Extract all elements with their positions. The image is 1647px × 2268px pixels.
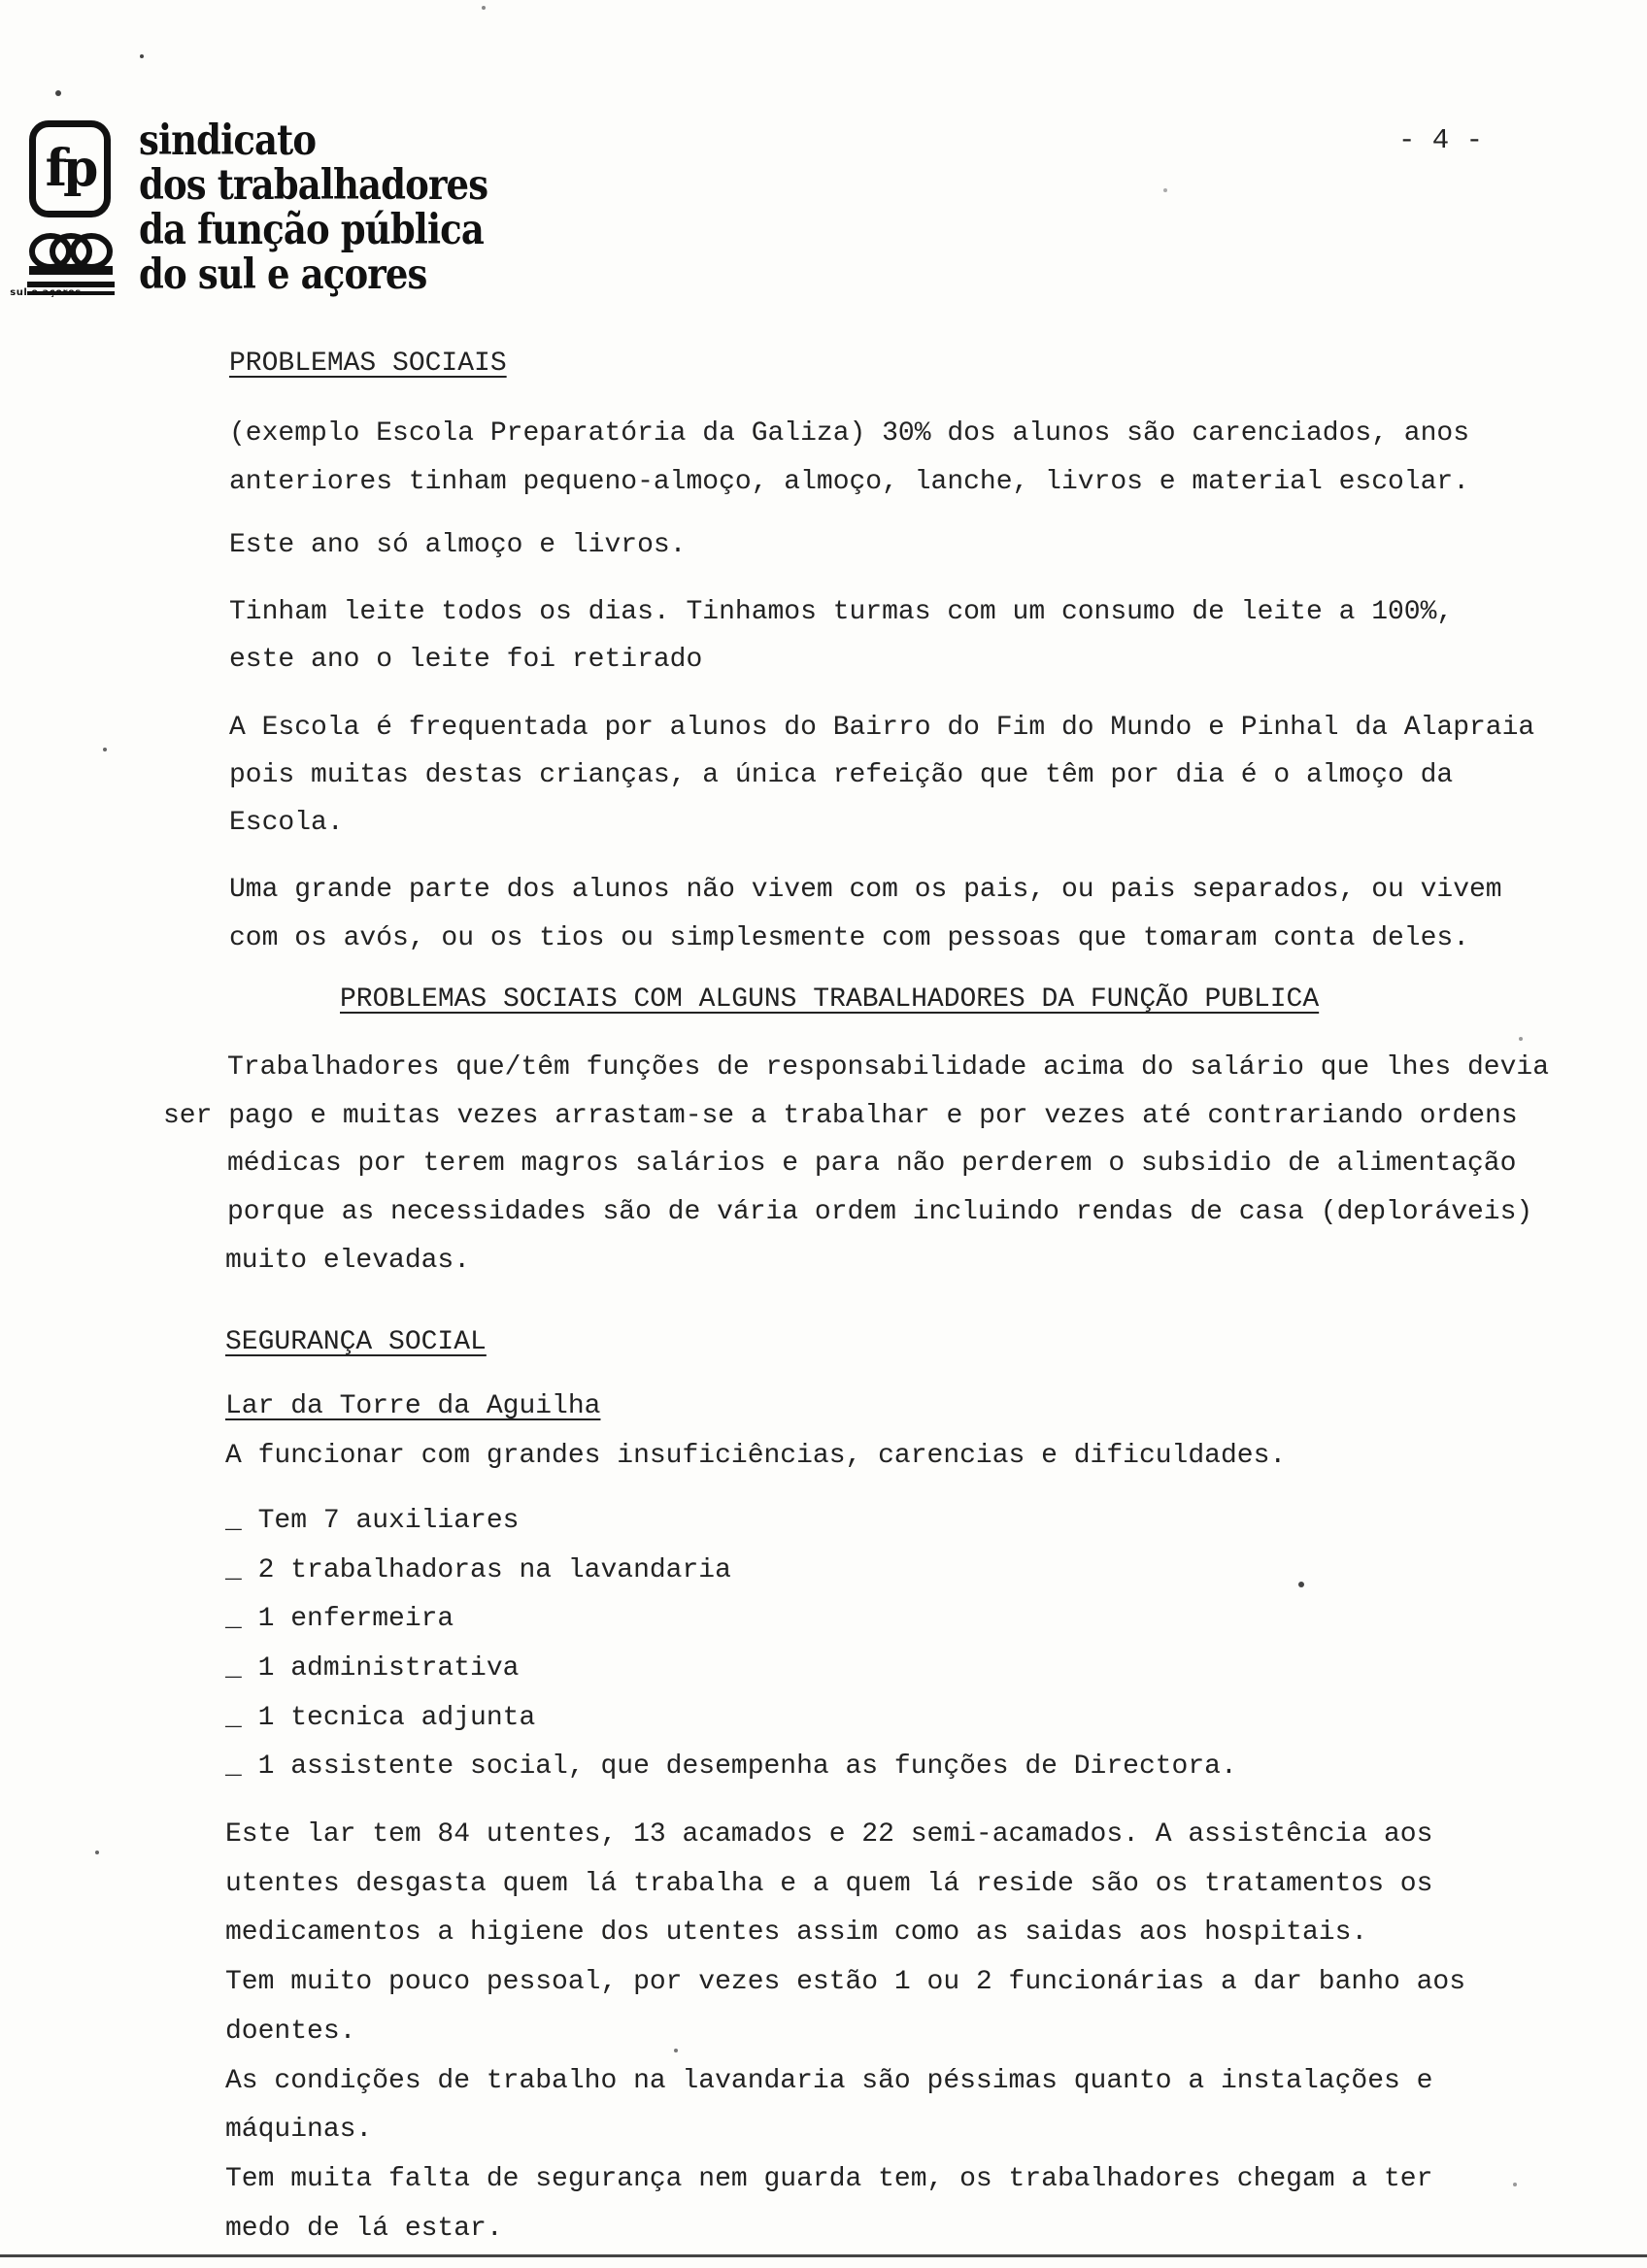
paragraph-line: (exemplo Escola Preparatória da Galiza) 30% dos alunos são carenciados, anos: [229, 418, 1470, 449]
paragraph-line: porque as necessidades são de vária ordem incluindo rendas de casa (deploráveis): [227, 1197, 1533, 1227]
paragraph-line: Tem muito pouco pessoal, por vezes estão 1 ou 2 funcionárias a dar banho aos: [225, 1967, 1466, 1997]
list-item: _ 1 assistente social, que desempenha as funções de Directora.: [225, 1751, 1237, 1782]
paragraph-line: anteriores tinham pequeno-almoço, almoço, lanche, livros e material escolar.: [229, 467, 1470, 497]
union-logo: [27, 118, 117, 303]
org-name-line-3: da função pública: [139, 206, 484, 254]
paragraph-line: A funcionar com grandes insuficiências, carencias e dificuldades.: [225, 1441, 1287, 1471]
org-name-line-2: dos trabalhadores: [139, 161, 488, 210]
paragraph-line: este ano o leite foi retirado: [229, 645, 703, 675]
page-number: - 4 -: [1398, 124, 1484, 156]
list-item: _ 1 administrativa: [225, 1653, 520, 1684]
logo-subtext: sul e açores: [10, 287, 82, 298]
paragraph-line: Escola.: [229, 808, 344, 838]
paragraph-line: Uma grande parte dos alunos não vivem com os pais, ou pais separados, ou vivem: [229, 875, 1502, 905]
paragraph-line: Tinham leite todos os dias. Tinhamos turmas com um consumo de leite a 100%,: [229, 597, 1454, 627]
paragraph-line: medo de lá estar.: [225, 2214, 503, 2244]
org-name-line-4: do sul e açores: [139, 250, 427, 299]
paragraph-line: Tem muita falta de segurança nem guarda tem, os trabalhadores chegam a ter: [225, 2164, 1433, 2194]
paragraph-line: Este ano só almoço e livros.: [229, 530, 687, 560]
list-item: _ 1 tecnica adjunta: [225, 1703, 536, 1733]
paragraph-line: medicamentos a higiene dos utentes assim como as saidas aos hospitais.: [225, 1918, 1368, 1948]
list-item: _ Tem 7 auxiliares: [225, 1506, 520, 1536]
subheading-lar: Lar da Torre da Aguilha: [225, 1391, 601, 1421]
section-heading-trabalhadores: PROBLEMAS SOCIAIS COM ALGUNS TRABALHADORES DA FUNÇÃO PUBLICA: [340, 984, 1320, 1015]
section-heading-seguranca-social: SEGURANÇA SOCIAL: [225, 1327, 487, 1357]
paragraph-line: A Escola é frequentada por alunos do Bairro do Fim do Mundo e Pinhal da Alapraia: [229, 713, 1535, 743]
logo-letters: fp: [45, 139, 95, 198]
paragraph-line: Trabalhadores que/têm funções de responsabilidade acima do salário que lhes devia: [227, 1052, 1550, 1083]
paragraph-line: médicas por terem magros salários e para não perderem o subsidio de alimentação: [227, 1149, 1517, 1179]
paragraph-line: doentes.: [225, 2017, 356, 2047]
paragraph-line: com os avós, ou os tios ou simplesmente com pessoas que tomaram conta deles.: [229, 923, 1470, 953]
section-heading-problemas-sociais: PROBLEMAS SOCIAIS: [229, 349, 507, 379]
logo-rings-icon: [27, 227, 115, 276]
paragraph-line: utentes desgasta quem lá trabalha e a quem lá reside são os tratamentos os: [225, 1869, 1433, 1899]
logo-badge: [29, 120, 111, 217]
paragraph-line: ser pago e muitas vezes arrastam-se a trabalhar e por vezes até contrariando ordens: [163, 1101, 1518, 1131]
organization-name: [139, 118, 487, 297]
list-item: _ 2 trabalhadoras na lavandaria: [225, 1555, 731, 1585]
paragraph-line: pois muitas destas crianças, a única refeição que têm por dia é o almoço da: [229, 760, 1454, 790]
bottom-rule: [0, 2254, 1647, 2257]
paragraph-line: muito elevadas.: [225, 1246, 471, 1276]
paragraph-line: Este lar tem 84 utentes, 13 acamados e 22 semi-acamados. A assistência aos: [225, 1819, 1433, 1850]
list-item: _ 1 enfermeira: [225, 1604, 454, 1634]
paragraph-line: As condições de trabalho na lavandaria são péssimas quanto a instalações e: [225, 2066, 1433, 2096]
org-name-line-1: sindicato: [139, 117, 317, 165]
paragraph-line: máquinas.: [225, 2115, 373, 2145]
